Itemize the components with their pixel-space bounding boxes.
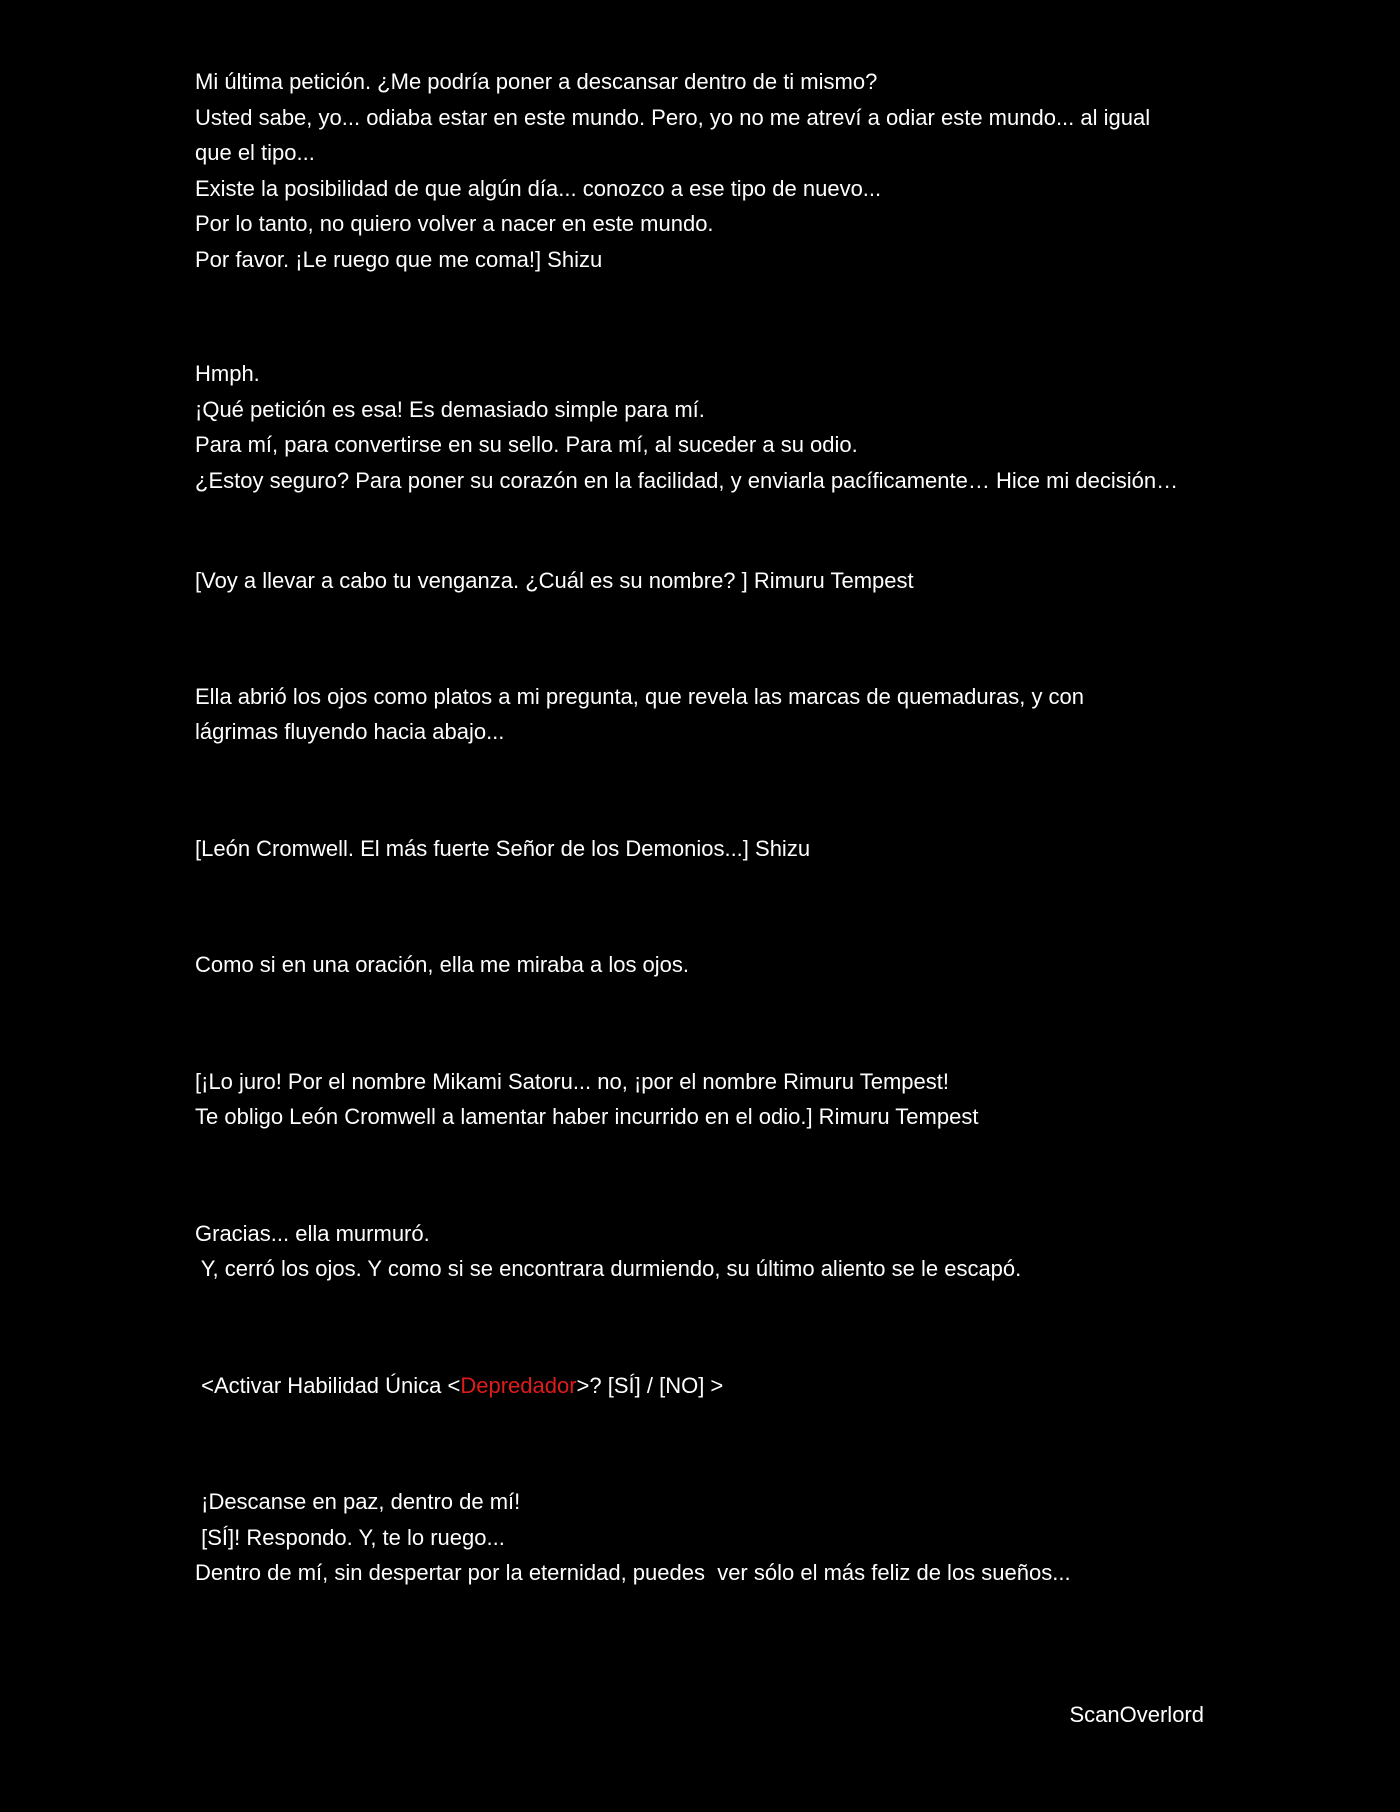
- paragraph-rest-in-peace: [195, 1484, 1235, 1591]
- text-line: Te obligo León Cromwell a lamentar haber incurrido en el odio.] Rimuru Tempest: [195, 1104, 979, 1129]
- paragraph-prayer: [195, 947, 1235, 983]
- text-line: que el tipo...: [195, 140, 315, 165]
- paragraph-skill-prompt: [195, 1368, 1235, 1404]
- text-line: Dentro de mí, sin despertar por la eternidad, puedes ver sólo el más feliz de los sueños...: [195, 1560, 1071, 1585]
- paragraph-gap: [195, 498, 1235, 563]
- text-column: [195, 64, 1235, 1591]
- paragraph-gap: [195, 1287, 1235, 1368]
- text-line: [Voy a llevar a cabo tu venganza. ¿Cuál es su nombre? ] Rimuru Tempest: [195, 568, 914, 593]
- skill-prompt-suffix: >? [SÍ] / [NO] >: [576, 1372, 724, 1398]
- text-line: ¡Descanse en paz, dentro de mí!: [195, 1489, 521, 1514]
- text-line: Hmph.: [195, 361, 260, 386]
- paragraph-gap: [195, 1403, 1235, 1484]
- text-line: [¡Lo juro! Por el nombre Mikami Satoru... no, ¡por el nombre Rimuru Tempest!: [195, 1068, 950, 1094]
- text-line: Existe la posibilidad de que algún día... conozco a ese tipo de nuevo...: [195, 175, 882, 201]
- paragraph-gracias: [195, 1216, 1235, 1287]
- text-line: Ella abrió los ojos como platos a mi pregunta, que revela las marcas de quemaduras, y con: [195, 683, 1085, 709]
- paragraph-gap: [195, 599, 1235, 679]
- text-line: [León Cromwell. El más fuerte Señor de los Demonios...] Shizu: [195, 835, 811, 861]
- paragraph-gap: [195, 983, 1235, 1064]
- paragraph-gap: [195, 866, 1235, 947]
- text-line: Por lo tanto, no quiero volver a nacer en este mundo.: [195, 211, 714, 236]
- paragraph-oath: [195, 1064, 1235, 1135]
- text-line: Para mí, para convertirse en su sello. Para mí, al suceder a su odio.: [195, 432, 858, 457]
- paragraph-gap: [195, 1135, 1235, 1216]
- paragraph-gap: [195, 750, 1235, 831]
- text-line: lágrimas fluyendo hacia abajo...: [195, 719, 505, 744]
- paragraph-hmph: [195, 356, 1235, 498]
- text-line: Y, cerró los ojos. Y como si se encontrara durmiendo, su último aliento se le escapó.: [195, 1256, 1022, 1281]
- text-line: [SÍ]! Respondo. Y, te lo ruego...: [195, 1524, 505, 1550]
- paragraph-tears: [195, 679, 1235, 750]
- text-line: Mi última petición. ¿Me podría poner a descansar dentro de ti mismo?: [195, 69, 878, 94]
- text-line: Por favor. ¡Le ruego que me coma!] Shizu: [195, 246, 603, 272]
- scanlation-credit: ScanOverlord: [1069, 1702, 1204, 1727]
- text-line: Gracias... ella murmuró.: [195, 1220, 430, 1246]
- paragraph-leon: [195, 831, 1235, 867]
- text-line: ¡Qué petición es esa! Es demasiado simple para mí.: [195, 396, 705, 422]
- skill-name-highlight: Depredador: [460, 1372, 577, 1398]
- skill-prompt-prefix: <Activar Habilidad Única <: [195, 1372, 461, 1398]
- paragraph-gap: [195, 277, 1235, 356]
- text-line: Usted sabe, yo... odiaba estar en este mundo. Pero, yo no me atreví a odiar este mundo... al igual: [195, 104, 1151, 130]
- skill-prompt-line: [195, 1368, 1235, 1404]
- paragraph-rimuru-vow: [195, 563, 1235, 599]
- paragraph-shizu-request: [195, 64, 1235, 277]
- text-line: Como si en una oración, ella me miraba a los ojos.: [195, 952, 690, 977]
- text-line: ¿Estoy seguro? Para poner su corazón en la facilidad, y enviarla pacíficamente… Hice mi decisión…: [195, 467, 1179, 493]
